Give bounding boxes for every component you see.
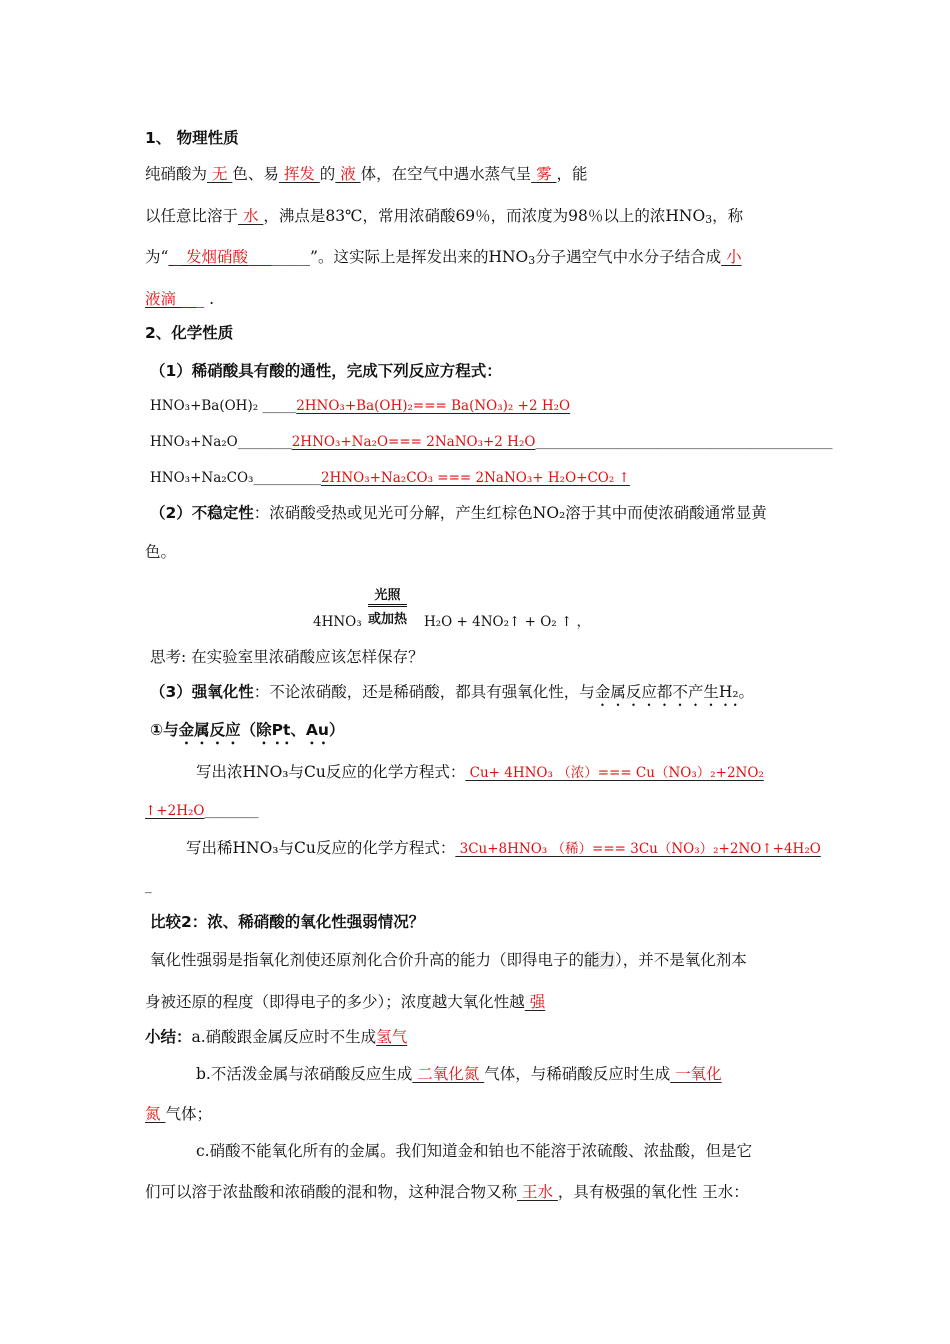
dilute-tail: _	[145, 878, 152, 894]
answer-small-droplets: 小	[721, 248, 742, 266]
text: 的	[319, 165, 336, 183]
equation-left: HNO₃+Na₂CO₃	[150, 470, 254, 486]
equation-answer: 2HNO₃+Na₂CO₃ === 2NaNO₃+ H₂O+CO₂ ↑	[320, 470, 630, 486]
subheading-oxidizing: （3）强氧化性	[150, 683, 254, 701]
text: 分子遇空气中水分子结合成	[535, 248, 722, 266]
decomposition-left: 4HNO₃	[313, 614, 362, 630]
text: b.不活泼金属与浓硝酸反应生成	[196, 1065, 413, 1083]
comparison-paragraph-1	[150, 948, 747, 972]
text: ，具有极强的氧化性 王水：	[557, 1183, 749, 1201]
blank: _____	[258, 398, 297, 414]
subscript: 3	[705, 213, 713, 226]
text: ①与	[150, 721, 179, 739]
text: ：浓硝酸受热或见光可分解，产生红棕色NO₂溶于其中而使浓硝酸通常显黄	[253, 504, 767, 522]
emphasis-text: 金属反应都不产生H₂	[594, 683, 739, 701]
paragraph-physical-1	[145, 162, 588, 186]
subscript: 3	[528, 254, 536, 267]
concentrated-answer: Cu+ 4HNO₃ （浓）=== Cu（NO₃）₂+2NO₂	[465, 765, 764, 781]
answer-liquid: 液	[335, 165, 361, 183]
subheading-acid-properties: （1）稀硝酸具有酸的通性，完成下列反应方程式：	[150, 362, 502, 380]
summary-a	[145, 1025, 407, 1049]
section-title-chemical: 2、化学性质	[145, 324, 234, 342]
subheading-instability: （2）不稳定性	[150, 504, 254, 522]
blank: ________	[204, 803, 259, 819]
answer-nitrogen-dioxide: 二氧化氮	[412, 1065, 485, 1083]
text: 色、易	[232, 165, 279, 183]
text: 以任意比溶于	[145, 207, 239, 225]
blank: __________	[253, 470, 321, 486]
summary-b-cont	[145, 1102, 212, 1126]
section-title-physical: 1、 物理性质	[145, 129, 239, 147]
equation-3	[150, 466, 630, 490]
answer-water: 水	[238, 207, 264, 225]
highlight-text: 能力	[584, 951, 616, 969]
text: _ .	[196, 290, 215, 308]
comparison-title: 比较2：浓、稀硝酸的氧化性强弱情况？	[150, 913, 425, 931]
summary-label: 小结：	[145, 1028, 192, 1046]
answer-colorless: 无	[207, 165, 233, 183]
text: 体，在空气中遇水蒸气呈	[360, 165, 532, 183]
text: 们可以溶于浓盐酸和浓硝酸的混和物，这种混合物又称	[145, 1183, 518, 1201]
equation-left: HNO₃+Na₂O	[150, 434, 238, 450]
text: 为“	[145, 248, 169, 266]
concentrated-answer-2: ↑+2H₂O	[145, 803, 205, 819]
blank: ________	[237, 434, 292, 450]
answer-nitric-oxide-cont: 氮	[145, 1105, 166, 1123]
text: ，能	[556, 165, 588, 183]
text: 写出稀HNO₃与Cu反应的化学方程式：	[186, 839, 456, 857]
emphasis-text: 金属反应（除Pt、Au）	[178, 721, 345, 739]
summary-c: c.硝酸不能氧化所有的金属。我们知道金和铂也不能溶于浓硫酸、浓盐酸，但是它	[196, 1142, 753, 1160]
decomposition-right: H₂O + 4NO₂↑ + O₂ ↑ ，	[424, 614, 591, 630]
paragraph-physical-3	[145, 245, 742, 269]
text: ），并不是氧化剂本	[615, 951, 747, 969]
concentrated-question	[196, 760, 764, 785]
reaction-condition	[368, 584, 407, 627]
paragraph-oxidizing	[150, 680, 754, 710]
paragraph-physical-4	[145, 287, 214, 311]
equation-answer: 2HNO₃+Ba(OH)₂=== Ba(NO₃)₂ +2 H₂O	[296, 398, 571, 414]
text: ，称	[712, 207, 744, 225]
answer-droplets-cont: 液滴 __	[145, 290, 197, 308]
comparison-paragraph-2	[145, 990, 545, 1014]
answer-fuming-nitric-acid: _ 发烟硝酸___	[168, 248, 272, 266]
text: 写出浓HNO₃与Cu反应的化学方程式：	[196, 763, 466, 781]
answer-strong: 强	[524, 993, 546, 1011]
answer-hydrogen: 氢气	[376, 1028, 408, 1046]
metal-reaction-title	[150, 718, 344, 748]
dilute-question	[186, 836, 821, 861]
answer-volatile: 挥发	[278, 165, 320, 183]
dilute-answer: 3Cu+8HNO₃ （稀）=== 3Cu（NO₃）₂+2NO↑+4H₂O	[455, 841, 821, 857]
equation-2	[150, 430, 832, 454]
summary-c-2	[145, 1180, 749, 1204]
text: 。	[738, 683, 755, 701]
blank: ____________________________________________	[535, 434, 833, 450]
paragraph-instability	[150, 501, 767, 525]
text: 身被还原的程度（即得电子的多少）；浓度越大氧化性越	[145, 993, 525, 1011]
condition-light: 光照	[368, 584, 407, 607]
text: 纯硝酸为	[145, 165, 208, 183]
concentrated-answer-cont	[145, 799, 258, 823]
text: 气体；	[165, 1105, 212, 1123]
answer-nitric-oxide: 一氧化	[670, 1065, 722, 1083]
text: ，沸点是83℃，常用浓硝酸69％，而浓度为98％以上的浓HNO	[263, 207, 706, 225]
think-question: 思考: 在实验室里浓硝酸应该怎样保存？	[150, 648, 424, 666]
equation-left: HNO₃+Ba(OH)₂	[150, 398, 259, 414]
answer-aqua-regia: 王水	[517, 1183, 558, 1201]
text: 氧化性强弱是指氧化剂使还原剂化合价升高的能力（即得电子的	[150, 951, 585, 969]
paragraph-physical-2	[145, 204, 743, 228]
text: _____”。这实际上是挥发出来的HNO	[271, 248, 529, 266]
text: 气体，与稀硝酸反应时生成	[484, 1065, 671, 1083]
paragraph-instability-2: 色。	[145, 543, 177, 561]
condition-heat: 或加热	[368, 612, 408, 627]
equation-answer: 2HNO₃+Na₂O=== 2NaNO₃+2 H₂O	[291, 434, 536, 450]
text: ：不论浓硝酸，还是稀硝酸，都具有强氧化性，与	[253, 683, 595, 701]
answer-mist: 雾	[531, 165, 557, 183]
summary-b	[196, 1062, 722, 1086]
equation-1	[150, 394, 570, 418]
text: a.硝酸跟金属反应时不生成	[191, 1028, 377, 1046]
